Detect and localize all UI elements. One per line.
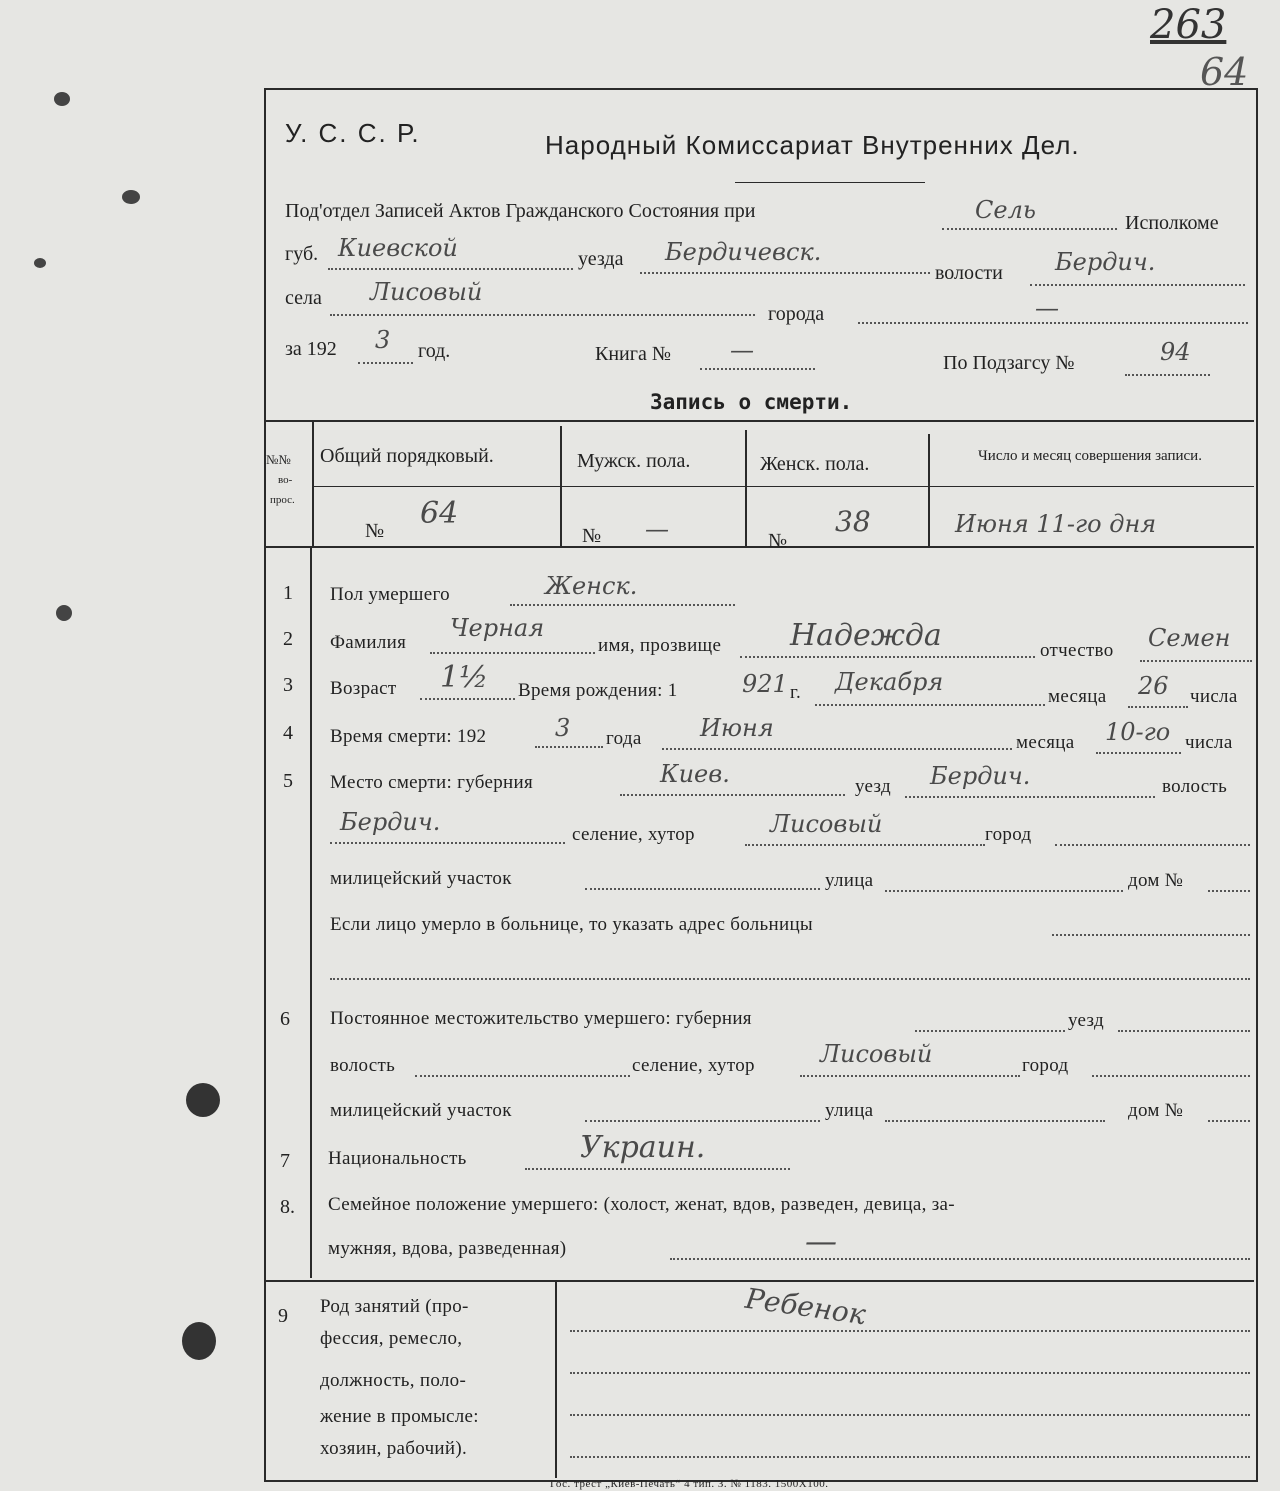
death-vol-line bbox=[330, 842, 565, 844]
general-value: 64 bbox=[420, 496, 459, 531]
gub-label: губ. bbox=[285, 243, 319, 265]
male-no: № bbox=[582, 525, 602, 547]
death-day-value: 10-го bbox=[1105, 718, 1171, 746]
birth-day-label: числа bbox=[1190, 686, 1238, 707]
record-title: Запись о смерти. bbox=[650, 390, 853, 414]
female-no: № bbox=[768, 530, 788, 552]
occupation-label-5: хозяин, рабочий). bbox=[320, 1438, 468, 1459]
subdept-label: Под'отдел Записей Актов Гражданского Состояния при bbox=[285, 200, 756, 222]
death-militia-line bbox=[585, 888, 820, 890]
name-label: имя, прозвище bbox=[598, 635, 722, 656]
date-value: Июня 11-го дня bbox=[955, 510, 1157, 538]
death-month-line bbox=[662, 748, 1012, 750]
gorod-label: города bbox=[768, 303, 825, 325]
marital-line bbox=[670, 1258, 1250, 1260]
occupation-line-2 bbox=[570, 1372, 1250, 1374]
volost-label: волости bbox=[935, 262, 1003, 284]
row-6-num: 6 bbox=[280, 1008, 290, 1030]
residence-selenie-line bbox=[800, 1075, 1020, 1077]
birth-year: 921 bbox=[742, 670, 788, 698]
hospital-label: Если лицо умерло в больнице, то указать адрес больницы bbox=[330, 914, 813, 935]
residence-militia-label: милицейский участок bbox=[330, 1100, 512, 1121]
uezd-value: Бердичевск. bbox=[665, 238, 822, 266]
sex-value: Женск. bbox=[545, 572, 638, 600]
nationality-value: Украин. bbox=[580, 1130, 706, 1165]
row-5-num: 5 bbox=[283, 770, 293, 792]
death-volost-label: волость bbox=[1162, 776, 1228, 797]
name-value: Надежда bbox=[790, 618, 942, 653]
birth-label: Время рождения: 1 bbox=[518, 680, 678, 701]
occupation-label-2: фессия, ремесло, bbox=[320, 1328, 463, 1349]
general-no: № bbox=[365, 520, 385, 542]
birth-month-value: Декабря bbox=[835, 668, 944, 696]
residence-house-label: дом № bbox=[1128, 1100, 1184, 1121]
qnum-header-3: прос. bbox=[270, 494, 295, 506]
death-day-label: числа bbox=[1185, 732, 1233, 753]
gub-value: Киевской bbox=[338, 234, 458, 262]
executive-label: Исполкоме bbox=[1125, 212, 1219, 234]
marital-label-2: мужняя, вдова, разведенная) bbox=[328, 1238, 567, 1259]
subreg-label: По Подзагсу № bbox=[943, 352, 1075, 374]
sheet-number-old: 64 bbox=[1200, 50, 1249, 94]
nationality-label: Национальность bbox=[328, 1148, 467, 1169]
birth-month-label: месяца bbox=[1048, 686, 1107, 707]
row-2-num: 2 bbox=[283, 628, 293, 650]
residence-street-line bbox=[885, 1120, 1105, 1122]
residence-gorod-label: город bbox=[1022, 1055, 1069, 1076]
occupation-line-4 bbox=[570, 1456, 1250, 1458]
death-uezd-label: уезд bbox=[855, 776, 891, 797]
death-selenie-label: селение, хутор bbox=[572, 824, 695, 845]
date-header: Число и месяц совершения записи. bbox=[978, 448, 1202, 464]
punch-hole bbox=[182, 1322, 216, 1360]
row-4-num: 4 bbox=[283, 722, 293, 744]
death-gub-line bbox=[620, 794, 845, 796]
patronymic-value: Семен bbox=[1148, 624, 1231, 652]
row-9-top bbox=[266, 1280, 1254, 1282]
selo-line bbox=[330, 314, 755, 316]
col-divider bbox=[312, 420, 314, 546]
gorod-line bbox=[858, 322, 1248, 324]
surname-label: Фамилия bbox=[330, 632, 407, 653]
punch-hole bbox=[54, 92, 70, 106]
male-value: — bbox=[645, 515, 669, 543]
col-divider bbox=[928, 434, 930, 546]
death-month-value: Июня bbox=[700, 714, 774, 742]
uezd-label: уезда bbox=[578, 248, 624, 270]
commissariat-title: Народный Комиссариат Внутренних Дел. bbox=[545, 130, 1080, 160]
row-num-divider bbox=[310, 548, 312, 1278]
punch-hole bbox=[56, 605, 72, 621]
year-label: за 192 bbox=[285, 338, 337, 360]
selo-value: Лисовый bbox=[370, 278, 483, 306]
patronymic-label: отчество bbox=[1040, 640, 1114, 661]
death-house-line bbox=[1208, 890, 1250, 892]
header-row-line bbox=[314, 486, 1254, 487]
sex-label: Пол умершего bbox=[330, 584, 450, 605]
residence-uezd-line bbox=[1118, 1030, 1250, 1032]
name-line bbox=[740, 656, 1035, 658]
table-top bbox=[266, 420, 1254, 422]
republic-label: У. С. С. Р. bbox=[285, 118, 421, 148]
occupation-line-3 bbox=[570, 1414, 1250, 1416]
age-line bbox=[420, 698, 515, 700]
year-value: 3 bbox=[375, 326, 391, 354]
year-suffix: год. bbox=[418, 340, 451, 362]
death-selenie-value: Лисовый bbox=[770, 810, 883, 838]
death-day-line bbox=[1096, 752, 1181, 754]
death-month-label: месяца bbox=[1016, 732, 1075, 753]
punch-hole bbox=[122, 190, 140, 204]
subdept-value: Сель bbox=[975, 196, 1036, 224]
col-divider bbox=[745, 430, 747, 546]
death-gub-value: Киев. bbox=[660, 760, 730, 788]
marital-value: — bbox=[805, 1222, 837, 1260]
occupation-label-1: Род занятий (про- bbox=[320, 1296, 469, 1317]
surname-line bbox=[430, 652, 595, 654]
general-header: Общий порядковый. bbox=[320, 445, 494, 467]
row-9-divider bbox=[555, 1282, 557, 1478]
qnum-header-1: №№ bbox=[266, 452, 291, 467]
residence-house-line bbox=[1208, 1120, 1250, 1122]
age-value: 1½ bbox=[440, 660, 489, 695]
row-8-num: 8. bbox=[280, 1196, 295, 1218]
subreg-line bbox=[1125, 374, 1210, 376]
punch-hole bbox=[186, 1083, 220, 1117]
surname-value: Черная bbox=[450, 614, 545, 642]
nationality-line bbox=[525, 1168, 790, 1170]
marital-label-1: Семейное положение умершего: (холост, женат, вдов, разведен, девица, за- bbox=[328, 1194, 955, 1215]
death-house-label: дом № bbox=[1128, 870, 1184, 891]
volost-line bbox=[1030, 284, 1245, 286]
residence-street-label: улица bbox=[825, 1100, 874, 1121]
gub-line bbox=[328, 268, 573, 270]
death-gorod-line bbox=[1055, 844, 1250, 846]
birth-day-value: 26 bbox=[1138, 672, 1169, 700]
birth-month-line bbox=[815, 704, 1045, 706]
row-3-num: 3 bbox=[283, 674, 293, 696]
occupation-label-3: должность, поло- bbox=[320, 1370, 467, 1391]
book-value: — bbox=[730, 336, 754, 364]
selo-label: села bbox=[285, 287, 322, 309]
occupation-label-4: жение в промысле: bbox=[320, 1406, 479, 1427]
death-year-line bbox=[535, 746, 603, 748]
male-header: Мужск. пола. bbox=[577, 450, 691, 472]
patronymic-line bbox=[1140, 660, 1252, 662]
book-line bbox=[700, 368, 815, 370]
death-uezd-line bbox=[905, 796, 1155, 798]
sheet-number: 263 bbox=[1150, 2, 1227, 48]
residence-gub-line bbox=[915, 1030, 1065, 1032]
death-street-label: улица bbox=[825, 870, 874, 891]
print-footer: Гос. трест „Киев-Печать“ 4 тип. З. № 1183. 1500X100. bbox=[550, 1478, 829, 1490]
hospital-line-2 bbox=[330, 978, 1250, 980]
residence-label: Постоянное местожительство умершего: губерния bbox=[330, 1008, 752, 1029]
age-label: Возраст bbox=[330, 678, 397, 699]
gorod-value: — bbox=[1035, 294, 1059, 322]
occupation-value: Ребенок bbox=[743, 1281, 868, 1332]
table-bottom bbox=[266, 546, 1254, 548]
residence-selenie-label: селение, хутор bbox=[632, 1055, 755, 1076]
row-7-num: 7 bbox=[280, 1150, 290, 1172]
occupation-line-1 bbox=[570, 1330, 1250, 1332]
punch-hole bbox=[34, 258, 46, 268]
uezd-line bbox=[640, 272, 930, 274]
death-time-label: Время смерти: 192 bbox=[330, 726, 487, 747]
row-9-num: 9 bbox=[278, 1305, 288, 1327]
subreg-value: 94 bbox=[1160, 338, 1191, 366]
death-year-value: 3 bbox=[555, 714, 571, 742]
death-street-line bbox=[885, 890, 1123, 892]
book-label: Книга № bbox=[595, 343, 671, 365]
female-header: Женск. пола. bbox=[760, 453, 870, 475]
residence-volost-label: волость bbox=[330, 1055, 396, 1076]
sex-line bbox=[510, 604, 735, 606]
birth-day-line bbox=[1128, 706, 1188, 708]
death-place-label: Место смерти: губерния bbox=[330, 772, 533, 793]
residence-uezd-label: уезд bbox=[1068, 1010, 1104, 1031]
female-value: 38 bbox=[835, 505, 871, 538]
death-uezd-value: Бердич. bbox=[930, 762, 1031, 790]
death-selenie-line bbox=[745, 844, 985, 846]
birth-g: г. bbox=[790, 682, 801, 703]
residence-selenie-value: Лисовый bbox=[820, 1040, 933, 1068]
title-underline bbox=[735, 182, 925, 183]
hospital-line bbox=[1052, 934, 1250, 936]
volost-value: Бердич. bbox=[1055, 248, 1156, 276]
residence-volost-line bbox=[415, 1075, 630, 1077]
qnum-header-2: во- bbox=[278, 474, 293, 486]
death-gorod-label: город bbox=[985, 824, 1032, 845]
row-1-num: 1 bbox=[283, 582, 293, 604]
residence-militia-line bbox=[585, 1120, 820, 1122]
subdept-line bbox=[942, 228, 1117, 230]
death-vol-value: Бердич. bbox=[340, 808, 441, 836]
residence-gorod-line bbox=[1092, 1075, 1250, 1077]
year-line bbox=[358, 362, 413, 364]
death-goda-label: года bbox=[606, 728, 642, 749]
death-militia-label: милицейский участок bbox=[330, 868, 512, 889]
